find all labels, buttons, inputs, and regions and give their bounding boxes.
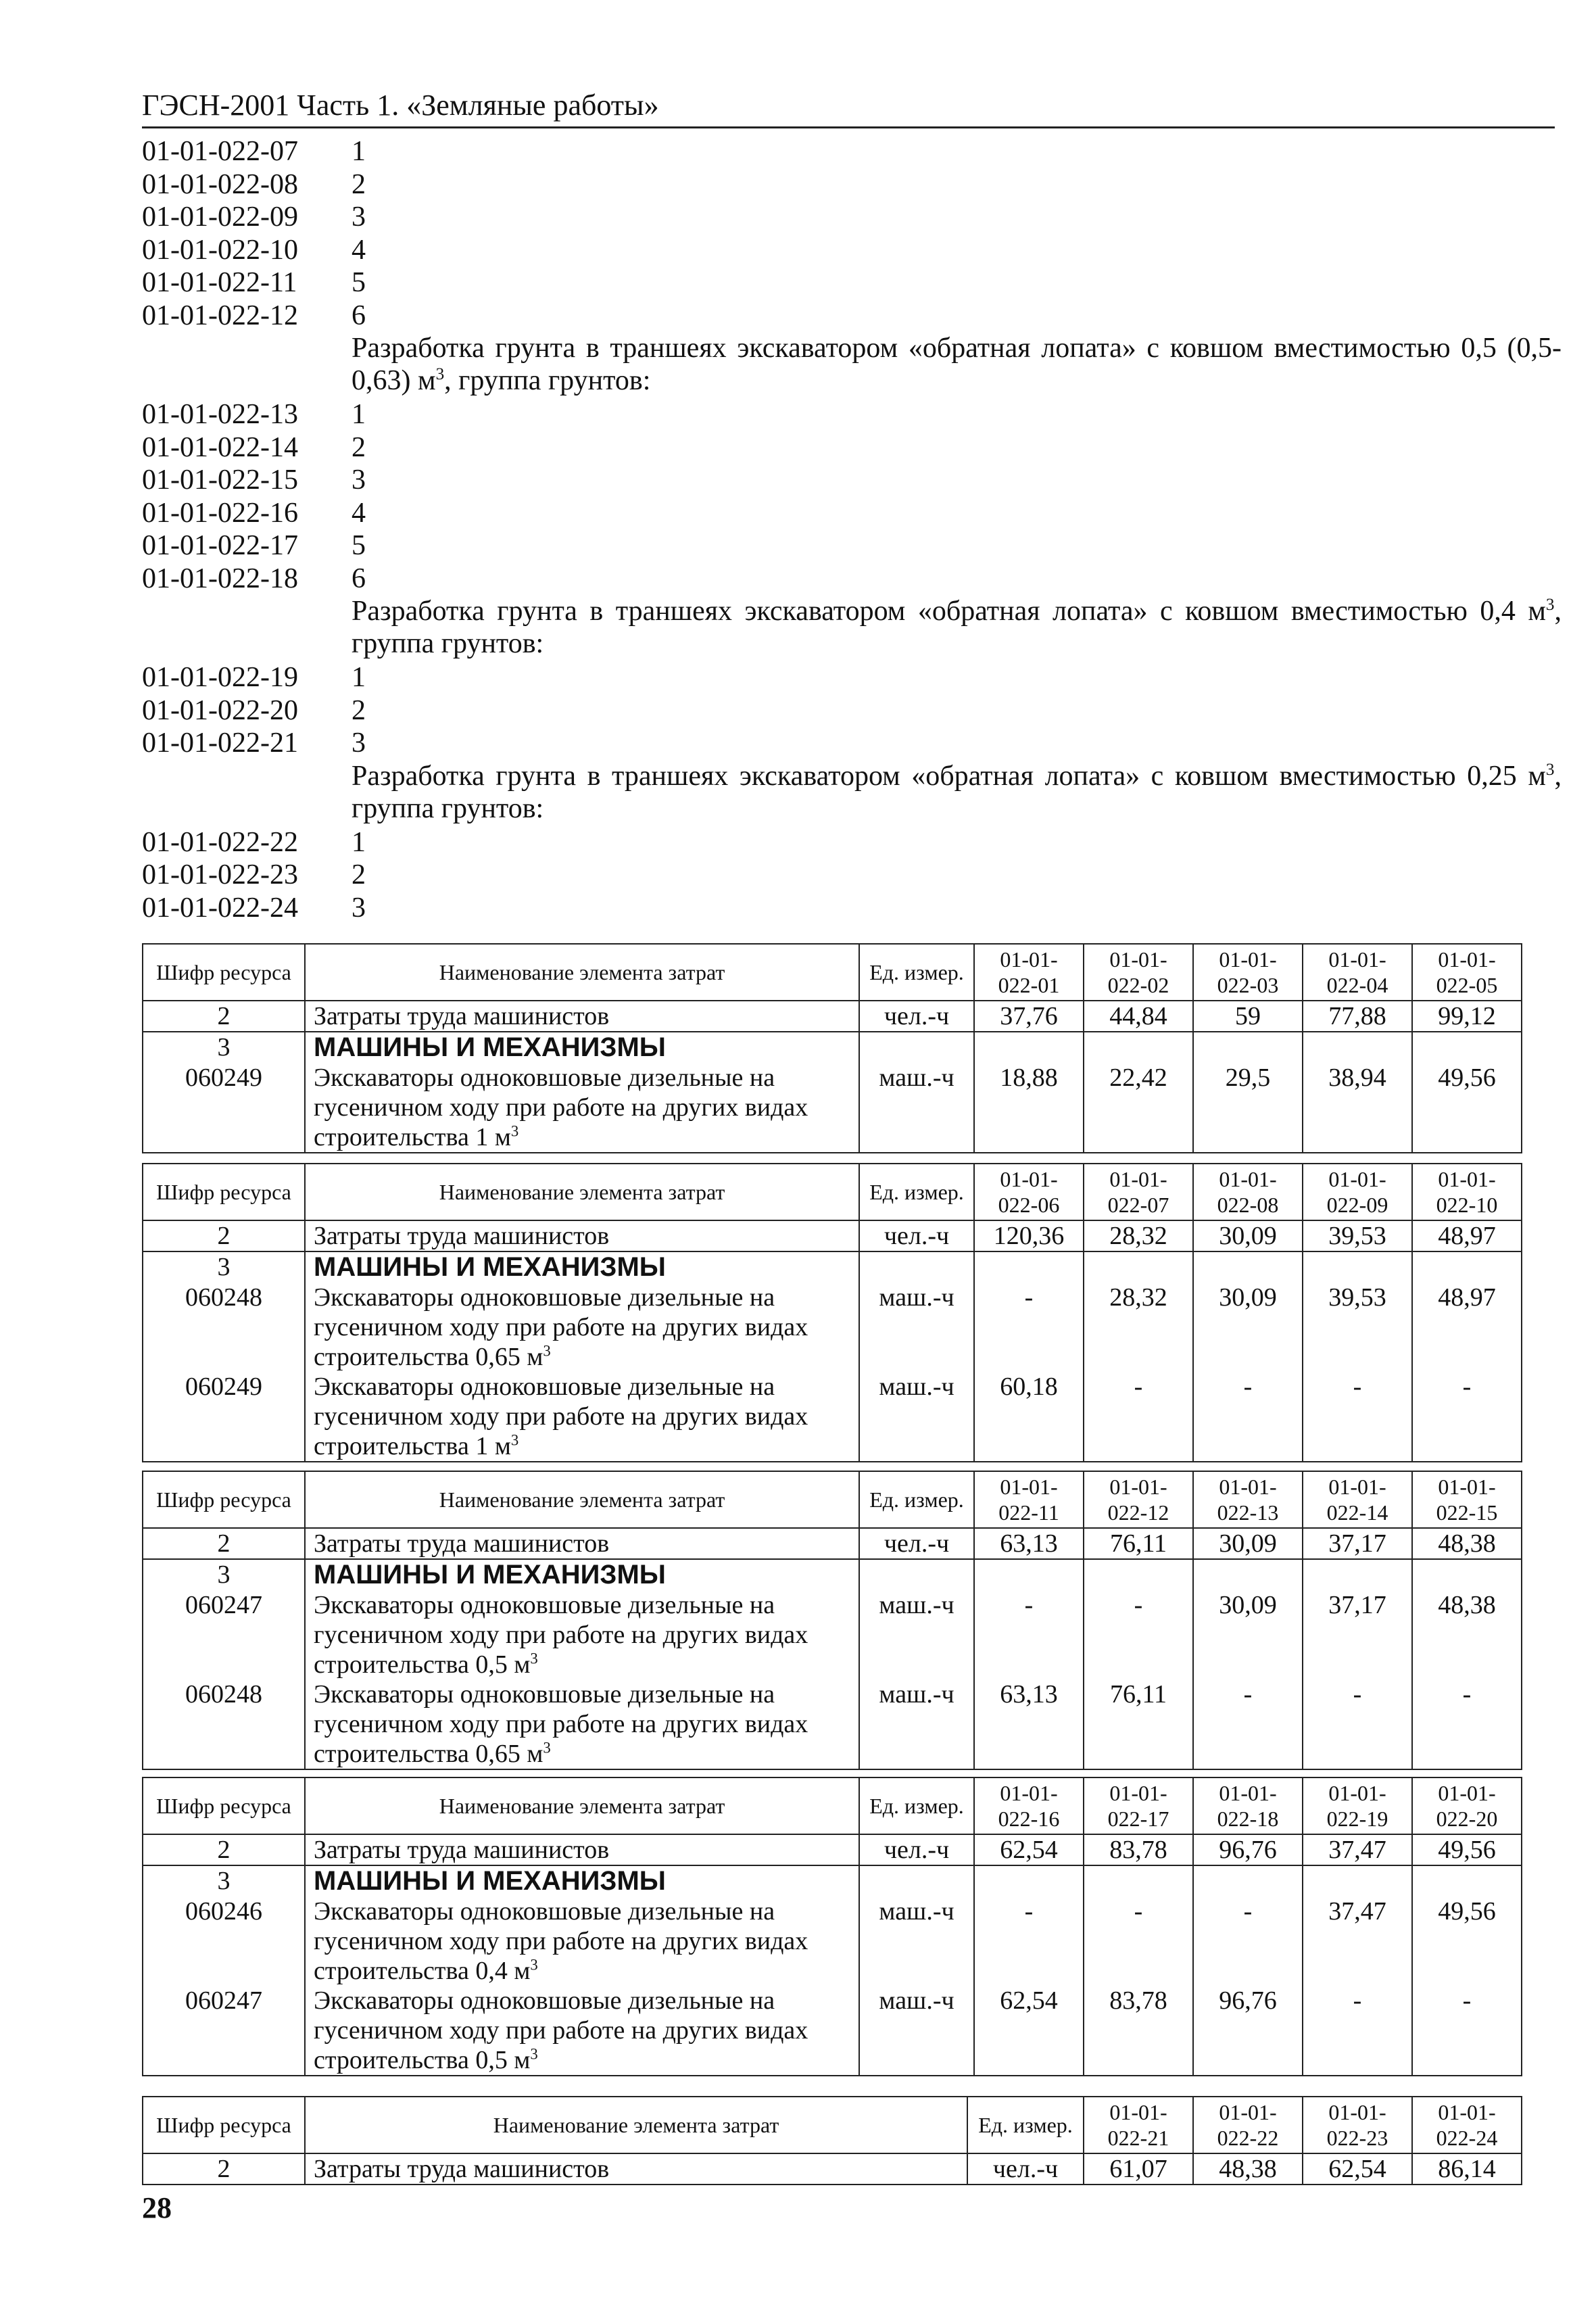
table-header-row	[143, 1164, 1522, 1220]
value-cell: 48,97	[1412, 1283, 1522, 1372]
value-cell: 30,09	[1193, 1220, 1303, 1251]
code-row	[142, 431, 1562, 464]
value-cell: 39,53	[1303, 1283, 1412, 1372]
header-norm-code: 01-01- 022-10	[1412, 1164, 1522, 1220]
empty-cell	[1084, 1559, 1193, 1590]
header-unit: Ед. измер.	[859, 1471, 974, 1528]
page-header: ГЭСН-2001 Часть 1. «Земляные работы»	[142, 88, 1555, 128]
norm-code: 01-01-022-19	[142, 662, 298, 693]
empty-cell	[974, 1865, 1084, 1896]
section-title	[305, 1865, 859, 1896]
soil-group-number: 1	[352, 662, 366, 693]
soil-group-number: 1	[352, 136, 366, 167]
value-cell: -	[974, 1590, 1084, 1679]
norm-code: 01-01-022-18	[142, 563, 298, 594]
norm-code: 01-01-022-23	[142, 859, 298, 890]
section-title	[305, 1251, 859, 1283]
value-cell: 63,13	[974, 1528, 1084, 1559]
soil-group-number: 2	[352, 431, 366, 463]
empty-cell	[1412, 1865, 1522, 1896]
code-row	[142, 168, 1562, 201]
header-norm-code: 01-01- 022-24	[1412, 2097, 1522, 2153]
table-header-row	[143, 1777, 1522, 1834]
value-cell: 48,38	[1412, 1590, 1522, 1679]
value-cell: 60,18	[974, 1372, 1084, 1462]
code-row	[142, 464, 1562, 497]
empty-cell	[1084, 1865, 1193, 1896]
machine-row	[143, 1679, 1522, 1769]
labor-row	[143, 2153, 1522, 2185]
resource-code: 060247	[143, 1590, 305, 1679]
value-cell: -	[1412, 1372, 1522, 1462]
element-name: Затраты труда машинистов	[305, 1220, 859, 1251]
code-row	[142, 497, 1562, 530]
labor-row	[143, 1834, 1522, 1865]
value-cell: -	[1193, 1372, 1303, 1462]
norm-code: 01-01-022-17	[142, 530, 298, 561]
value-cell: 30,09	[1193, 1528, 1303, 1559]
resource-code: 060247	[143, 1986, 305, 2076]
value-cell: -	[1303, 1372, 1412, 1462]
soil-group-number: 2	[352, 859, 366, 890]
code-row	[142, 300, 1562, 333]
labor-row	[143, 1001, 1522, 1032]
header-element-name: Наименование элемента затрат	[305, 1777, 859, 1834]
value-cell: 62,54	[1303, 2153, 1412, 2185]
header-norm-code: 01-01- 022-19	[1303, 1777, 1412, 1834]
section-row	[143, 1251, 1522, 1283]
header-resource-code: Шифр ресурса	[143, 1471, 305, 1528]
norm-code: 01-01-022-21	[142, 727, 298, 759]
value-cell: 48,38	[1193, 2153, 1303, 2185]
resource-table	[142, 2096, 1522, 2185]
table-header-row	[143, 2097, 1522, 2153]
labor-row	[143, 1528, 1522, 1559]
value-cell: -	[974, 1896, 1084, 1986]
resource-table	[142, 1163, 1522, 1462]
unit: чел.-ч	[967, 2153, 1084, 2185]
header-norm-code: 01-01- 022-07	[1084, 1164, 1193, 1220]
value-cell: 49,56	[1412, 1063, 1522, 1153]
value-cell: 62,54	[974, 1986, 1084, 2076]
unit: маш.-ч	[859, 1372, 974, 1462]
machine-row	[143, 1372, 1522, 1462]
code-row	[142, 266, 1562, 300]
header-norm-code: 01-01- 022-17	[1084, 1777, 1193, 1834]
resource-table	[142, 943, 1522, 1153]
unit: чел.-ч	[859, 1834, 974, 1865]
header-norm-code: 01-01- 022-20	[1412, 1777, 1522, 1834]
resource-table	[142, 1777, 1522, 2076]
norm-code: 01-01-022-13	[142, 399, 298, 430]
section-title-text: МАШИНЫ И МЕХАНИЗМЫ	[314, 1866, 666, 1896]
element-name: Экскаваторы одноковшовые дизельные на гусеничном ходу при работе на других видах строительства 0,65 $м^3$	[305, 1283, 859, 1372]
section-row	[143, 1865, 1522, 1896]
unit: маш.-ч	[859, 1283, 974, 1372]
header-resource-code: Шифр ресурса	[143, 944, 305, 1001]
soil-group-number: 3	[352, 727, 366, 759]
machine-row	[143, 1063, 1522, 1153]
norm-code: 01-01-022-15	[142, 464, 298, 496]
value-cell: -	[1303, 1679, 1412, 1769]
element-name: Экскаваторы одноковшовые дизельные на гусеничном ходу при работе на других видах строительства 0,5 $м^3$	[305, 1590, 859, 1679]
code-row	[142, 398, 1562, 431]
value-cell: 61,07	[1084, 2153, 1193, 2185]
header-norm-code: 01-01- 022-18	[1193, 1777, 1303, 1834]
norm-code: 01-01-022-10	[142, 234, 298, 266]
unit: чел.-ч	[859, 1528, 974, 1559]
header-unit: Ед. измер.	[859, 1164, 974, 1220]
resource-code: 3	[143, 1559, 305, 1590]
element-name: Затраты труда машинистов	[305, 1834, 859, 1865]
section-row	[143, 1559, 1522, 1590]
norm-code: 01-01-022-14	[142, 431, 298, 463]
element-name: Затраты труда машинистов	[305, 2153, 967, 2185]
soil-group-number: 5	[352, 530, 366, 561]
header-resource-code: Шифр ресурса	[143, 1777, 305, 1834]
machine-row	[143, 1590, 1522, 1679]
header-norm-code: 01-01- 022-22	[1193, 2097, 1303, 2153]
element-name: Экскаваторы одноковшовые дизельные на гусеничном ходу при работе на других видах строительства 0,5 $м^3$	[305, 1986, 859, 2076]
header-norm-code: 01-01- 022-16	[974, 1777, 1084, 1834]
unit: маш.-ч	[859, 1986, 974, 2076]
norm-code: 01-01-022-22	[142, 826, 298, 858]
value-cell: -	[974, 1283, 1084, 1372]
resource-code: 2	[143, 1001, 305, 1032]
empty-cell	[1412, 1032, 1522, 1063]
section-row	[143, 1032, 1522, 1063]
norm-code: 01-01-022-24	[142, 892, 298, 924]
group-description: Разработка грунта в траншеях экскаватором «обратная лопата» с ковшом вместимостью 0,5 (0,5-0,63) $м^3$, группа грунтов:	[352, 333, 1562, 396]
value-cell: -	[1193, 1679, 1303, 1769]
header-norm-code: 01-01- 022-11	[974, 1471, 1084, 1528]
unit: чел.-ч	[859, 1220, 974, 1251]
soil-group-number: 4	[352, 234, 366, 266]
machine-row	[143, 1896, 1522, 1986]
value-cell: 30,09	[1193, 1283, 1303, 1372]
machine-row	[143, 1986, 1522, 2076]
empty-cell	[859, 1032, 974, 1063]
soil-group-number: 6	[352, 300, 366, 331]
value-cell: 28,32	[1084, 1220, 1193, 1251]
header-norm-code: 01-01- 022-08	[1193, 1164, 1303, 1220]
resource-code: 060248	[143, 1679, 305, 1769]
value-cell: 38,94	[1303, 1063, 1412, 1153]
empty-cell	[1412, 1559, 1522, 1590]
code-row	[142, 234, 1562, 267]
norm-code: 01-01-022-16	[142, 497, 298, 529]
resource-code: 2	[143, 2153, 305, 2185]
header-resource-code: Шифр ресурса	[143, 1164, 305, 1220]
code-row	[142, 563, 1562, 596]
value-cell: 37,47	[1303, 1834, 1412, 1865]
value-cell: 59	[1193, 1001, 1303, 1032]
element-name: Экскаваторы одноковшовые дизельные на гусеничном ходу при работе на других видах строительства 0,65 $м^3$	[305, 1679, 859, 1769]
value-cell: 37,76	[974, 1001, 1084, 1032]
section-title	[305, 1559, 859, 1590]
value-cell: 86,14	[1412, 2153, 1522, 2185]
empty-cell	[1303, 1865, 1412, 1896]
value-cell: 49,56	[1412, 1896, 1522, 1986]
header-unit: Ед. измер.	[859, 944, 974, 1001]
norm-code: 01-01-022-09	[142, 201, 298, 233]
header-resource-code: Шифр ресурса	[143, 2097, 305, 2153]
unit: маш.-ч	[859, 1679, 974, 1769]
soil-group-number: 5	[352, 267, 366, 298]
header-norm-code: 01-01- 022-14	[1303, 1471, 1412, 1528]
header-norm-code: 01-01- 022-09	[1303, 1164, 1412, 1220]
header-norm-code: 01-01- 022-05	[1412, 944, 1522, 1001]
empty-cell	[974, 1032, 1084, 1063]
code-row	[142, 529, 1562, 563]
header-element-name: Наименование элемента затрат	[305, 1164, 859, 1220]
header-norm-code: 01-01- 022-12	[1084, 1471, 1193, 1528]
unit: чел.-ч	[859, 1001, 974, 1032]
element-name: Затраты труда машинистов	[305, 1528, 859, 1559]
soil-group-number: 6	[352, 563, 366, 594]
soil-group-number: 3	[352, 201, 366, 233]
value-cell: -	[1412, 1986, 1522, 2076]
header-norm-code: 01-01- 022-04	[1303, 944, 1412, 1001]
value-cell: 77,88	[1303, 1001, 1412, 1032]
header-unit: Ед. измер.	[859, 1777, 974, 1834]
section-title-text: МАШИНЫ И МЕХАНИЗМЫ	[314, 1032, 666, 1062]
group-description: Разработка грунта в траншеях экскаватором «обратная лопата» с ковшом вместимостью 0,4 $м^3$, группа грунтов:	[352, 596, 1562, 659]
value-cell: 96,76	[1193, 1834, 1303, 1865]
soil-group-number: 1	[352, 399, 366, 430]
code-row	[142, 826, 1562, 859]
resource-code: 3	[143, 1865, 305, 1896]
value-cell: 37,17	[1303, 1528, 1412, 1559]
header-norm-code: 01-01- 022-23	[1303, 2097, 1412, 2153]
section-title-text: МАШИНЫ И МЕХАНИЗМЫ	[314, 1252, 666, 1282]
empty-cell	[1084, 1032, 1193, 1063]
group-description: Разработка грунта в траншеях экскаватором «обратная лопата» с ковшом вместимостью 0,25 $м^3$, группа грунтов:	[352, 760, 1562, 824]
resource-code: 3	[143, 1251, 305, 1283]
page-number: 28	[142, 2191, 172, 2224]
header-element-name: Наименование элемента затрат	[305, 944, 859, 1001]
value-cell: -	[1193, 1896, 1303, 1986]
soil-group-number: 4	[352, 497, 366, 529]
header-norm-code: 01-01- 022-06	[974, 1164, 1084, 1220]
norm-code: 01-01-022-20	[142, 694, 298, 726]
value-cell: -	[1084, 1590, 1193, 1679]
norm-code: 01-01-022-08	[142, 168, 298, 200]
empty-cell	[1193, 1032, 1303, 1063]
value-cell: 29,5	[1193, 1063, 1303, 1153]
soil-group-number: 1	[352, 826, 366, 858]
resource-code: 2	[143, 1834, 305, 1865]
soil-group-number: 2	[352, 694, 366, 726]
soil-group-number: 3	[352, 464, 366, 496]
machine-row	[143, 1283, 1522, 1372]
empty-cell	[859, 1865, 974, 1896]
table-header-row	[143, 1471, 1522, 1528]
value-cell: 39,53	[1303, 1220, 1412, 1251]
code-row	[142, 661, 1562, 694]
element-name: Экскаваторы одноковшовые дизельные на гусеничном ходу при работе на других видах строительства 0,4 $м^3$	[305, 1896, 859, 1986]
value-cell: 63,13	[974, 1679, 1084, 1769]
soil-group-number: 2	[352, 168, 366, 200]
resource-table	[142, 1471, 1522, 1770]
element-name: Экскаваторы одноковшовые дизельные на гусеничном ходу при работе на других видах строительства 1 $м^3$	[305, 1372, 859, 1462]
empty-cell	[859, 1559, 974, 1590]
value-cell: 18,88	[974, 1063, 1084, 1153]
header-norm-code: 01-01- 022-13	[1193, 1471, 1303, 1528]
empty-cell	[1193, 1559, 1303, 1590]
empty-cell	[1193, 1251, 1303, 1283]
value-cell: 62,54	[974, 1834, 1084, 1865]
header-element-name: Наименование элемента затрат	[305, 1471, 859, 1528]
element-name: Затраты труда машинистов	[305, 1001, 859, 1032]
section-title	[305, 1032, 859, 1063]
norm-code: 01-01-022-07	[142, 136, 298, 167]
header-unit: Ед. измер.	[967, 2097, 1084, 2153]
section-title-text: МАШИНЫ И МЕХАНИЗМЫ	[314, 1560, 666, 1590]
resource-code: 060249	[143, 1063, 305, 1153]
empty-cell	[1303, 1559, 1412, 1590]
value-cell: 28,32	[1084, 1283, 1193, 1372]
value-cell: 30,09	[1193, 1590, 1303, 1679]
unit: маш.-ч	[859, 1590, 974, 1679]
value-cell: 76,11	[1084, 1679, 1193, 1769]
value-cell: -	[1084, 1372, 1193, 1462]
header-norm-code: 01-01- 022-03	[1193, 944, 1303, 1001]
resource-code: 060246	[143, 1896, 305, 1986]
header-norm-code: 01-01- 022-21	[1084, 2097, 1193, 2153]
soil-group-number: 3	[352, 892, 366, 924]
code-row	[142, 694, 1562, 727]
resource-code: 3	[143, 1032, 305, 1063]
empty-cell	[974, 1559, 1084, 1590]
empty-cell	[859, 1251, 974, 1283]
resource-code: 060248	[143, 1283, 305, 1372]
value-cell: 96,76	[1193, 1986, 1303, 2076]
value-cell: 48,38	[1412, 1528, 1522, 1559]
value-cell: 22,42	[1084, 1063, 1193, 1153]
value-cell: 37,47	[1303, 1896, 1412, 1986]
labor-row	[143, 1220, 1522, 1251]
header-norm-code: 01-01- 022-01	[974, 944, 1084, 1001]
value-cell: -	[1303, 1986, 1412, 2076]
norm-code-list	[142, 135, 1562, 924]
empty-cell	[1303, 1251, 1412, 1283]
code-row	[142, 727, 1562, 760]
value-cell: -	[1084, 1896, 1193, 1986]
norm-code: 01-01-022-12	[142, 300, 298, 331]
norm-code: 01-01-022-11	[142, 267, 297, 298]
unit: маш.-ч	[859, 1063, 974, 1153]
value-cell: 99,12	[1412, 1001, 1522, 1032]
code-row	[142, 892, 1562, 925]
value-cell: 120,36	[974, 1220, 1084, 1251]
table-header-row	[143, 944, 1522, 1001]
empty-cell	[1084, 1251, 1193, 1283]
value-cell: -	[1412, 1679, 1522, 1769]
code-row	[142, 135, 1562, 168]
header-norm-code: 01-01- 022-02	[1084, 944, 1193, 1001]
empty-cell	[974, 1251, 1084, 1283]
header-norm-code: 01-01- 022-15	[1412, 1471, 1522, 1528]
empty-cell	[1303, 1032, 1412, 1063]
resource-code: 2	[143, 1528, 305, 1559]
value-cell: 83,78	[1084, 1834, 1193, 1865]
value-cell: 83,78	[1084, 1986, 1193, 2076]
value-cell: 48,97	[1412, 1220, 1522, 1251]
value-cell: 49,56	[1412, 1834, 1522, 1865]
value-cell: 44,84	[1084, 1001, 1193, 1032]
unit: маш.-ч	[859, 1896, 974, 1986]
resource-code: 060249	[143, 1372, 305, 1462]
element-name: Экскаваторы одноковшовые дизельные на гусеничном ходу при работе на других видах строительства 1 $м^3$	[305, 1063, 859, 1153]
value-cell: 76,11	[1084, 1528, 1193, 1559]
empty-cell	[1412, 1251, 1522, 1283]
code-row	[142, 201, 1562, 234]
empty-cell	[1193, 1865, 1303, 1896]
resource-code: 2	[143, 1220, 305, 1251]
code-row	[142, 859, 1562, 892]
value-cell: 37,17	[1303, 1590, 1412, 1679]
header-element-name: Наименование элемента затрат	[305, 2097, 967, 2153]
